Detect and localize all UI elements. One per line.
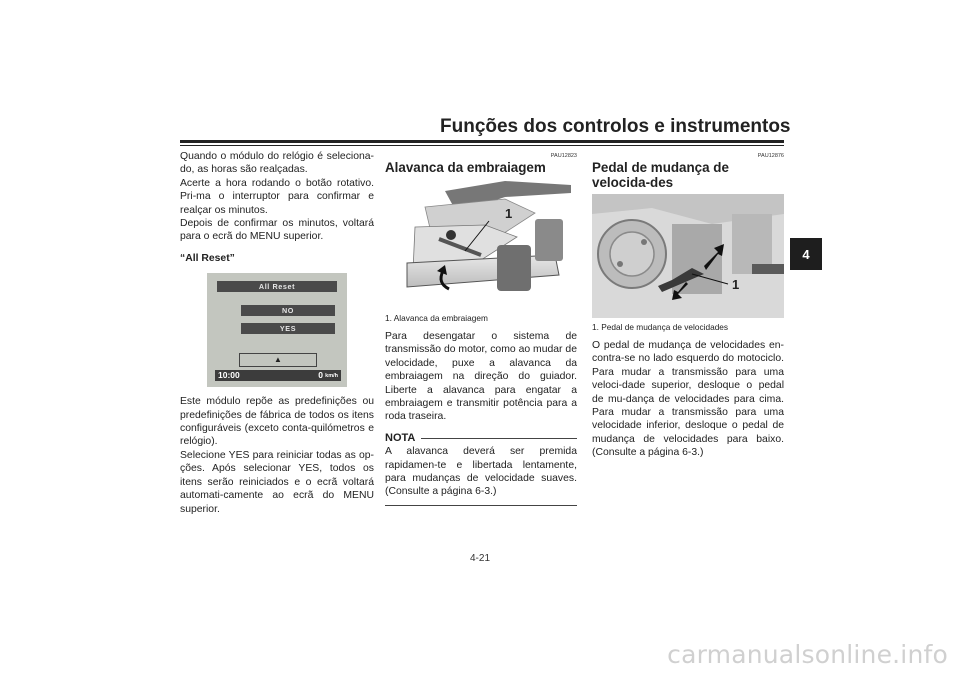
column-2 bbox=[385, 150, 577, 506]
up-arrow-icon: ▲ bbox=[239, 353, 317, 367]
lcd-status-bar bbox=[215, 370, 341, 381]
nota-label: NOTA bbox=[385, 431, 416, 444]
paragraph: Selecione YES para reiniciar todas as op-ções. Após selecionar YES, todos os itens serão reiniciados e o ecrã voltará automati-camente ao ecrã do MENU superior. bbox=[180, 449, 374, 515]
nota-rule bbox=[421, 438, 577, 439]
lcd-option-no: NO bbox=[241, 305, 335, 316]
section-title-shift-pedal: Pedal de mudança de velocida-des bbox=[592, 160, 729, 190]
reference-code: PAU12876 bbox=[757, 153, 784, 159]
column-1 bbox=[180, 150, 374, 516]
subheading-all-reset: “All Reset” bbox=[180, 252, 235, 264]
header-rule-thin bbox=[180, 145, 784, 146]
nota-header bbox=[385, 432, 577, 445]
lcd-clock: 10:00 bbox=[218, 370, 240, 381]
paragraph: Depois de confirmar os minutos, voltará para o ecrã do MENU superior. bbox=[180, 218, 374, 243]
header-rule bbox=[180, 140, 784, 143]
lcd-speed-unit: km/h bbox=[325, 373, 338, 380]
paragraph: Quando o módulo do relógio é seleciona-do, as horas são realçadas. bbox=[180, 151, 374, 176]
lcd-title: All Reset bbox=[217, 281, 337, 292]
lcd-speed: 0 bbox=[318, 370, 323, 381]
clutch-lever-figure bbox=[385, 179, 577, 309]
page-number: 4-21 bbox=[469, 553, 490, 564]
clutch-lever-illustration bbox=[385, 179, 577, 309]
shift-pedal-figure bbox=[592, 194, 784, 318]
paragraph: O pedal de mudança de velocidades en-contra-se no lado esquerdo do motociclo. Para mudar a transmissão para uma veloci-dade superior, desloque o pedal de mu-dança de velocidades para cima. Para mudar a transmissão para uma velocidade inferior, desloque o pedal de mudança de velocidades para baixo. (Consulte a página 6-3.) bbox=[592, 340, 784, 459]
nota-rule-bottom bbox=[385, 505, 577, 506]
column-3 bbox=[592, 150, 784, 460]
callout-number: 1 bbox=[732, 277, 740, 292]
figure-caption: 1. Pedal de mudança de velocidades bbox=[592, 322, 729, 332]
chapter-tab[interactable]: 4 bbox=[790, 238, 822, 270]
figure-caption: 1. Alavanca da embraiagem bbox=[385, 313, 488, 323]
watermark: carmanualsonline.info bbox=[667, 640, 948, 669]
callout-number: 1 bbox=[505, 206, 513, 221]
lcd-display-figure bbox=[207, 273, 347, 387]
nota-text: A alavanca deverá ser premida rapidamen-te e libertada lentamente, para mudanças de velocidade suaves. (Consulte a página 6-3.) bbox=[385, 446, 577, 498]
reference-code: PAU12823 bbox=[550, 153, 577, 159]
paragraph: Acerte a hora rodando o botão rotativo. Pri-ma o interruptor para confirmar e realçar os minutos. bbox=[180, 177, 374, 216]
shift-pedal-illustration bbox=[592, 194, 784, 318]
paragraph: Este módulo repõe as predefinições ou predefinições de fábrica de todos os itens configuráveis (exceto conta-quilómetros e relógio). bbox=[180, 396, 374, 448]
page-header-title: Funções dos controlos e instrumentos bbox=[440, 116, 791, 137]
paragraph: Para desengatar o sistema de transmissão do motor, como ao mudar de velocidade, puxe a alavanca da embraiagem na direção do guiador. Liberte a alavanca para engatar a embraiagem e transmitir potência para a roda traseira. bbox=[385, 331, 577, 423]
section-title-clutch: Alavanca da embraiagem bbox=[385, 160, 546, 175]
lcd-option-yes: YES bbox=[241, 323, 335, 334]
